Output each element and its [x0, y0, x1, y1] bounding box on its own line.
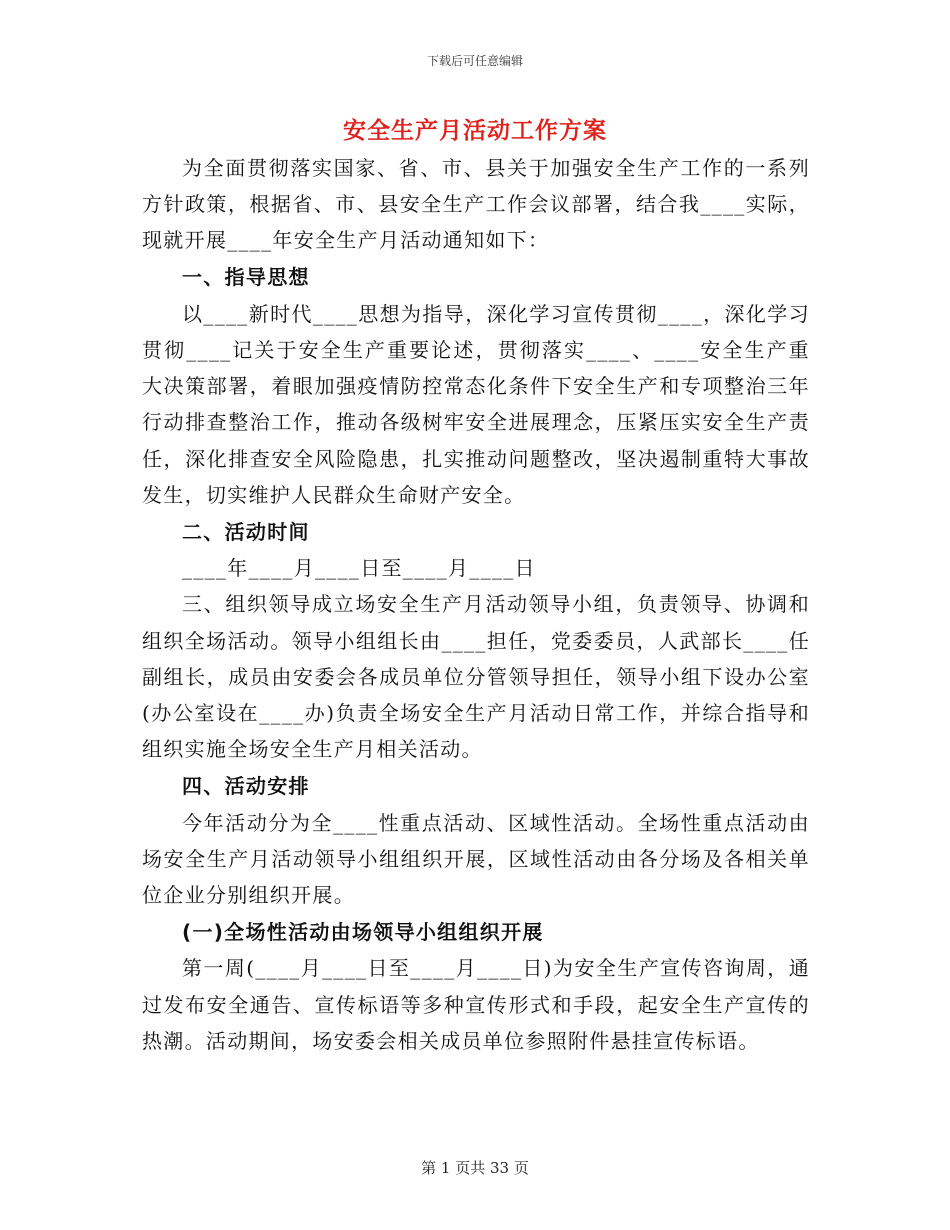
- section-heading-guiding-ideology: 一、指导思想: [182, 265, 310, 290]
- section-heading-activity-arrangement: 四、活动安排: [182, 773, 310, 798]
- section-heading-activity-time: 二、活动时间: [182, 519, 310, 544]
- activity-time-paragraph: ____年____月____日至____月____日: [182, 556, 536, 581]
- organization-paragraph: 三、组织领导成立场安全生产月活动领导小组，负责领导、协调和组织全场活动。领导小组组长由____担任，党委委员，人武部长____任副组长，成员由安委会各成员单位分管领导担任，领导小组下设办公室(办公室设在____办)负责全场安全生产月活动日常工作，并综合指导和组织实施全场安全生产月相关活动。: [142, 592, 810, 762]
- header-note: 下载后可任意编辑: [426, 54, 523, 68]
- document-body: [142, 150, 810, 1059]
- arrangement-paragraph: 今年活动分为全____性重点活动、区域性活动。全场性重点活动由场安全生产月活动领导小组组织开展，区域性活动由各分场及各相关单位企业分别组织开展。: [142, 810, 810, 908]
- document-title: 安全生产月活动工作方案: [343, 118, 607, 144]
- guiding-ideology-paragraph: 以____新时代____思想为指导，深化学习宣传贯彻____，深化学习贯彻____记关于安全生产重要论述，贯彻落实____、____安全生产重大决策部署，着眼加强疫情防控常态化条件下安全生产和专项整治三年行动排查整治工作，推动各级树牢安全进展理念，压紧压实安全生产责任，深化排查安全风险隐患，扎实推动问题整改，坚决遏制重特大事故发生，切实维护人民群众生命财产安全。: [142, 301, 810, 507]
- first-week-paragraph: 第一周(____月____日至____月____日)为安全生产宣传咨询周，通过发布安全通告、宣传标语等多种宣传形式和手段，起安全生产宣传的热潮。活动期间，场安委会相关成员单位参照附件悬挂宣传标语。: [142, 956, 810, 1053]
- page-number: 第 1 页共 33 页: [421, 1159, 529, 1177]
- intro-paragraph: 为全面贯彻落实国家、省、市、县关于加强安全生产工作的一系列方针政策，根据省、市、县安全生产工作会议部署，结合我____实际，现就开展____年安全生产月活动通知如下：: [142, 156, 810, 253]
- subsection-heading-site-wide: (一)全场性活动由场领导小组组织开展: [182, 919, 544, 944]
